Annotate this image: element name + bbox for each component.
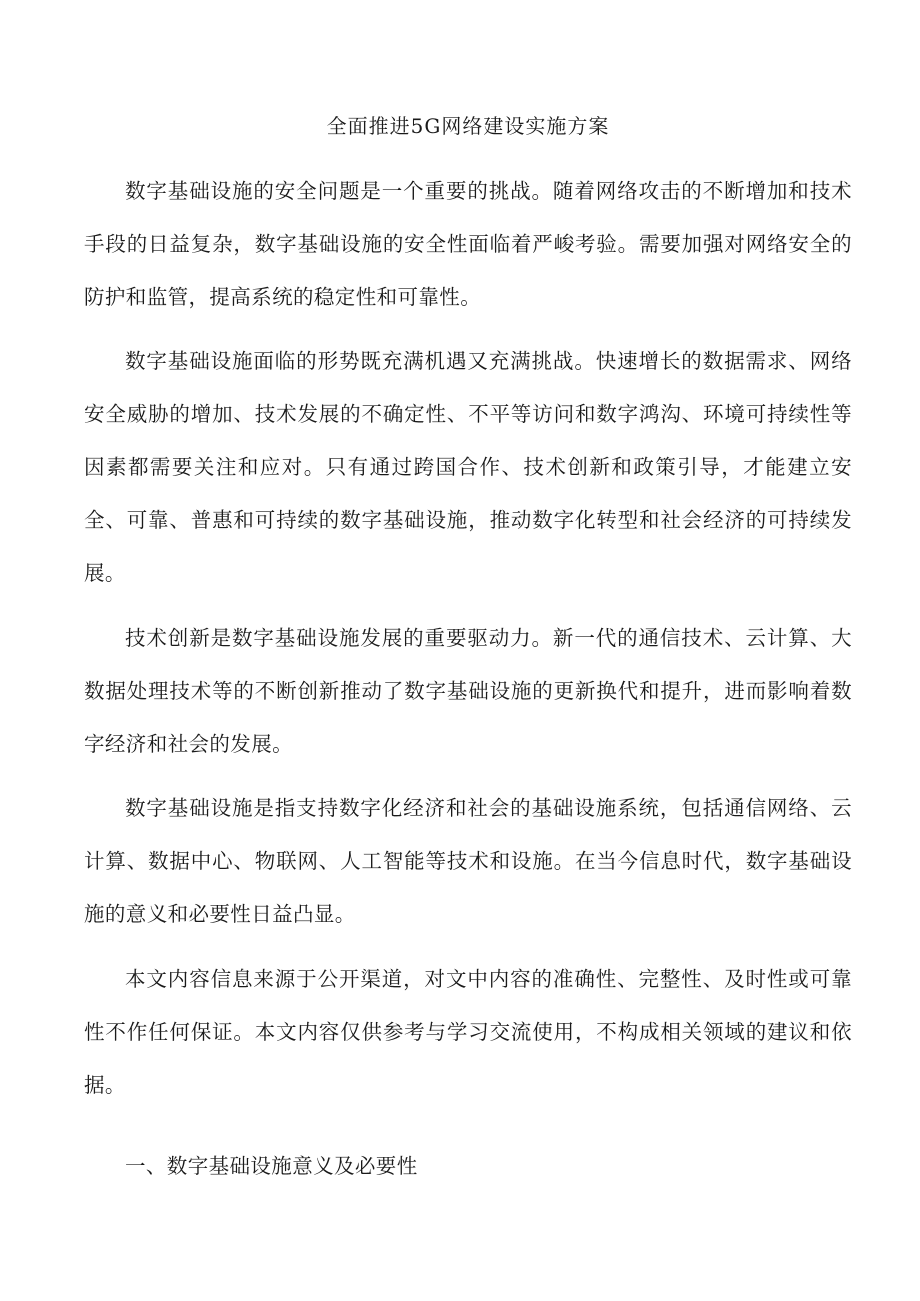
paragraph-disclaimer: 本文内容信息来源于公开渠道，对文中内容的准确性、完整性、及时性或可靠性不作任何保证。本文内容仅供参考与学习交流使用，不构成相关领域的建议和依据。 [84,967,852,1097]
paragraph-situation: 数字基础设施面临的形势既充满机遇又充满挑战。快速增长的数据需求、网络安全威胁的增加、技术发展的不确定性、不平等访问和数字鸿沟、环境可持续性等因素都需要关注和应对。只有通过跨国合作、技术创新和政策引导，才能建立安全、可靠、普惠和可持续的数字基础设施，推动数字化转型和社会经济的可持续发展。 [84,349,852,585]
section-heading: 一、数字基础设施意义及必要性 [125,1154,418,1178]
paragraph-innovation: 技术创新是数字基础设施发展的重要驱动力。新一代的通信技术、云计算、大数据处理技术等的不断创新推动了数字基础设施的更新换代和提升，进而影响着数字经济和社会的发展。 [84,626,852,756]
paragraph-security-challenge: 数字基础设施的安全问题是一个重要的挑战。随着网络攻击的不断增加和技术手段的日益复杂，数字基础设施的安全性面临着严峻考验。需要加强对网络安全的防护和监管，提高系统的稳定性和可靠性。 [84,179,852,309]
paragraph-definition: 数字基础设施是指支持数字化经济和社会的基础设施系统，包括通信网络、云计算、数据中心、物联网、人工智能等技术和设施。在当今信息时代，数字基础设施的意义和必要性日益凸显。 [84,796,852,926]
document-title: 全面推进5G网络建设实施方案 [326,114,610,138]
